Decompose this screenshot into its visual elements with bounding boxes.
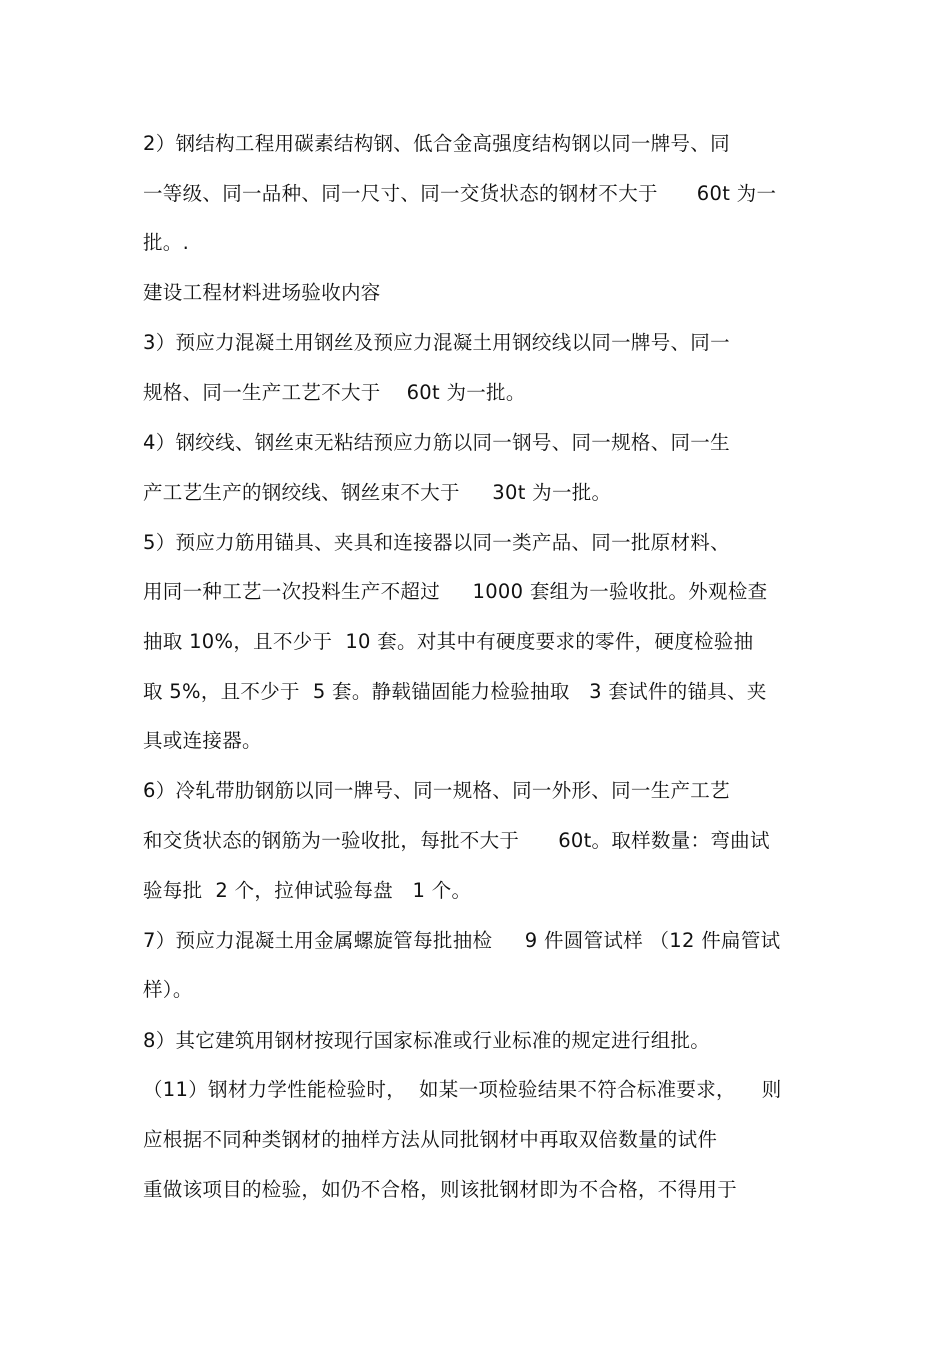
text-line: 具或连接器。 (143, 729, 262, 752)
text-line: 产工艺生产的钢绞线、钢丝束不大于 30t 为一批。 (143, 481, 612, 504)
text-line: （11）钢材力学性能检验时， 如某一项检验结果不符合标准要求， 则 (143, 1078, 782, 1101)
section-heading: 建设工程材料进场验收内容 (143, 281, 381, 304)
text-line: 2）钢结构工程用碳素结构钢、低合金高强度结构钢以同一牌号、同 (143, 132, 730, 155)
text-line: 和交货状态的钢筋为一验收批，每批不大于 60t。取样数量：弯曲试 (143, 829, 770, 852)
text-line: 5）预应力筋用锚具、夹具和连接器以同一类产品、同一批原材料、 (143, 531, 730, 554)
text-line: 抽取 10%，且不少于 10 套。对其中有硬度要求的零件，硬度检验抽 (143, 630, 754, 653)
text-line: 应根据不同种类钢材的抽样方法从同批钢材中再取双倍数量的试件 (143, 1128, 718, 1151)
text-line: 4）钢绞线、钢丝束无粘结预应力筋以同一钢号、同一规格、同一生 (143, 431, 730, 454)
text-line: 8）其它建筑用钢材按现行国家标准或行业标准的规定进行组批。 (143, 1029, 711, 1052)
text-line: 6）冷轧带肋钢筋以同一牌号、同一规格、同一外形、同一生产工艺 (143, 779, 730, 802)
text-line: 重做该项目的检验，如仍不合格，则该批钢材即为不合格，不得用于 (143, 1178, 738, 1201)
text-line: 样）。 (143, 978, 193, 1001)
text-line: 验每批 2 个，拉伸试验每盘 1 个。 (143, 879, 472, 902)
text-line: 批。. (143, 231, 190, 254)
text-line: 7）预应力混凝土用金属螺旋管每批抽检 9 件圆管试样 （12 件扁管试 (143, 929, 781, 952)
text-line: 规格、同一生产工艺不大于 60t 为一批。 (143, 381, 526, 404)
text-line: 3）预应力混凝土用钢丝及预应力混凝土用钢绞线以同一牌号、同一 (143, 331, 730, 354)
text-line: 取 5%，且不少于 5 套。静载锚固能力检验抽取 3 套试件的锚具、夹 (143, 680, 767, 703)
text-line: 用同一种工艺一次投料生产不超过 1000 套组为一验收批。外观检查 (143, 580, 768, 603)
text-line: 一等级、同一品种、同一尺寸、同一交货状态的钢材不大于 60t 为一 (143, 182, 777, 205)
